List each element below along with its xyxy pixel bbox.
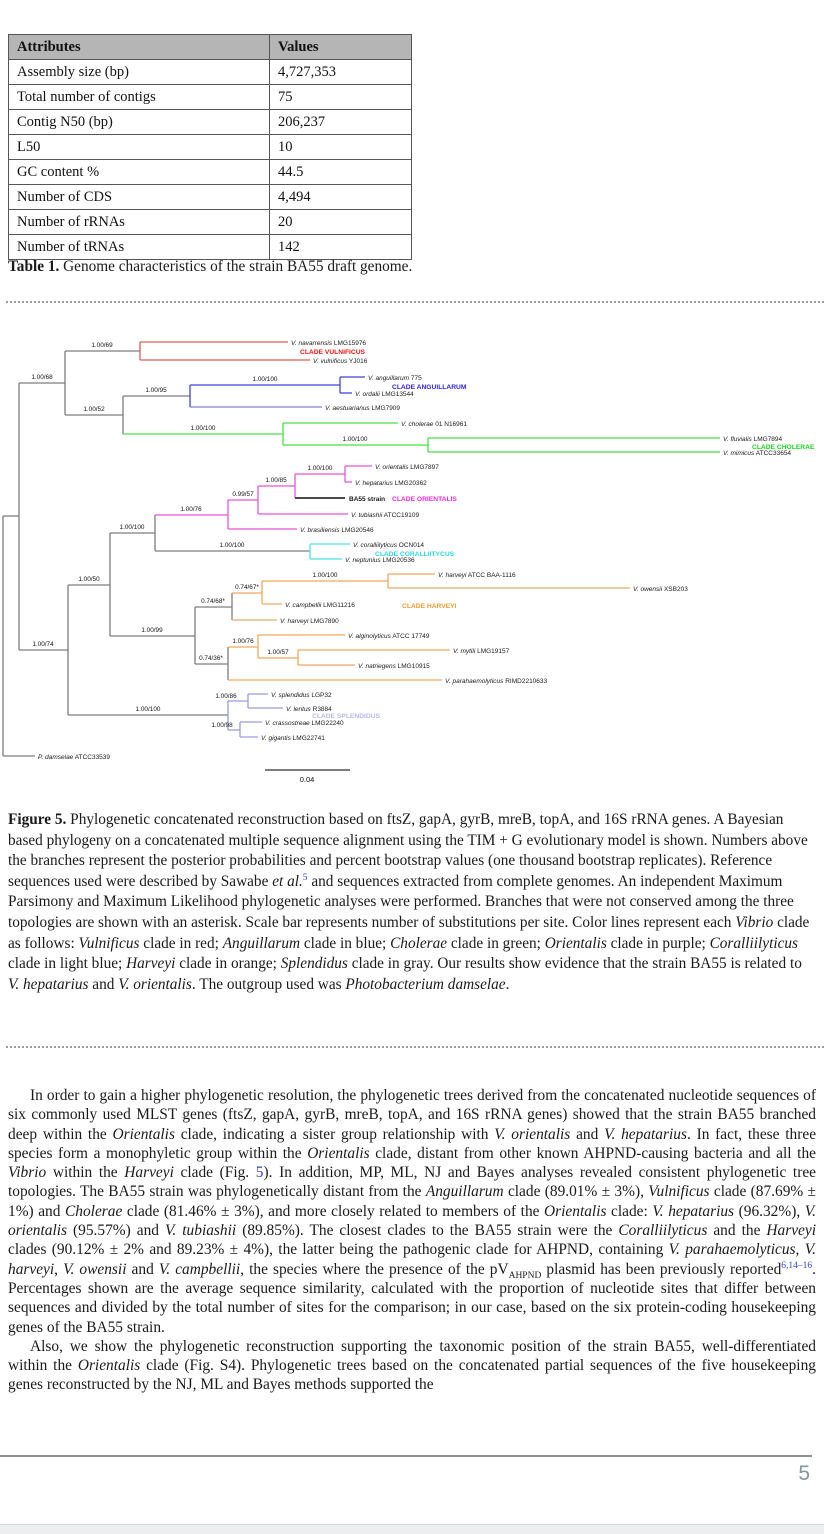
support-value-label: 1.00/100 [219, 542, 245, 549]
text-segment: AHPND [508, 1270, 542, 1281]
text-segment: , [54, 1260, 64, 1278]
table-row [9, 85, 412, 110]
text-segment: Table 1. [8, 258, 60, 275]
table-body [9, 60, 412, 260]
text-segment: clade (81.46% ± 3%), and more closely related to members of the [122, 1202, 545, 1220]
clade-label: CLADE ANGUILLARUM [392, 384, 467, 391]
text-segment: . Percentages shown are the average sequence similarity, calculated with the proportion of nucleotide sites that differ between sequences and divided by the total number of sites for the comparison; in our case, based on the six protein-coding housekeeping genes of the BA55 strain. [8, 1260, 816, 1336]
support-value-label: 1.00/52 [83, 406, 105, 413]
text-segment: Vulnificus [78, 934, 140, 952]
table-row [9, 160, 412, 185]
text-segment: Vulnificus [648, 1183, 710, 1201]
text-segment: . [505, 975, 510, 993]
table-header-row [9, 35, 412, 60]
support-value-label: 1.00/99 [141, 627, 163, 634]
support-value-label: 0.74/67* [235, 584, 259, 591]
text-segment: and [88, 975, 119, 993]
paragraph [8, 1086, 816, 1337]
table-cell: 75 [270, 85, 412, 110]
text-segment: and sequences extracted from complete genomes. An independent Maximum Parsimony and Maximum Likelihood phylogenetic analyses were performed. Branches that were not conserved among the three topologies are shown with an asterisk. Scale bar represents number of substitutions per site. Color lines represent each [8, 872, 794, 931]
dotted-divider-bottom [6, 1046, 824, 1048]
text-segment: Orientalis [77, 1357, 141, 1375]
text-segment: V. orientalis [494, 1125, 571, 1143]
taxon-label: V. hepatarius LMG20362 [355, 480, 427, 487]
support-value-label: 1.00/68 [31, 374, 53, 381]
table-caption [8, 258, 808, 276]
reference-link[interactable]: 5 [302, 872, 308, 883]
text-segment: , the species where the presence of the pV [240, 1260, 509, 1278]
text-segment: clade, distant from other known AHPND-causing bacteria and all the [369, 1144, 816, 1162]
text-segment: V. orientalis [118, 975, 192, 993]
table-row [9, 235, 412, 260]
text-segment: ). In addition, MP, ML, NJ and Bayes analyses revealed consistent phylogenetic tree topologies. The BA55 strain was phylogenetically distant from the [8, 1164, 816, 1201]
taxon-label: P. damselae ATCC33539 [38, 754, 111, 761]
taxon-label: V. anguillarum 775 [368, 375, 422, 382]
text-segment: V. harveyi [8, 1241, 816, 1278]
text-segment: V. hepatarius [8, 975, 89, 993]
support-value-label: 1.00/98 [211, 722, 233, 729]
text-segment: Orientalis [544, 934, 607, 952]
text-segment: V. hepatarius [652, 1202, 735, 1220]
support-value-label: 1.00/85 [265, 477, 287, 484]
table-cell: Number of tRNAs [9, 235, 270, 260]
taxon-label: V. parahaemolyticus RIMD2210633 [445, 678, 548, 685]
taxon-label: V. crassostreae LMG22240 [265, 720, 344, 727]
table-row [9, 210, 412, 235]
table-cell: L50 [9, 135, 270, 160]
text-segment: Phylogenetic concatenated reconstruction based on ftsZ, gapA, gyrB, mreB, topA, and 16S rRNA genes. A Bayesian based phylogeny on a concatenated multiple sequence alignment using the TIM + G evolutionary model is shown. Numbers above the branches represent the posterior probabilities and percent bootstrap values (one thousand bootstrap replicates). Reference sequences used were described by Sawabe [8, 811, 808, 890]
text-segment: In order to gain a higher phylogenetic resolution, the phylogenetic trees derived from the concatenated nucleotide sequences of six commonly used MLST genes (ftsZ, gapA, gyrB, mreB, topA, and 16S rRNA genes) showed that the strain BA55 branched deep within the [8, 1087, 816, 1143]
taxon-label: V. coralliilyticus OCN014 [353, 542, 425, 549]
table-cell: 44.5 [270, 160, 412, 185]
support-value-label: 1.00/86 [215, 693, 237, 700]
taxon-label: V. natriegens LMG10915 [358, 663, 430, 670]
support-value-label: 1.00/76 [232, 638, 254, 645]
support-value-label: 0.74/68* [201, 598, 225, 605]
text-segment: plasmid has been previously reported [541, 1260, 782, 1278]
taxon-label: V. tubiashii ATCC19109 [351, 512, 420, 519]
bottom-strip [0, 1524, 824, 1534]
body-text [8, 1086, 816, 1395]
support-value-label: 1.00/100 [135, 706, 161, 713]
taxon-label: V. fluvialis LMG7894 [723, 436, 783, 443]
text-segment: clade in orange; [175, 955, 281, 973]
text-segment: Coralliilyticus [709, 934, 798, 952]
support-value-label: 1.00/100 [342, 436, 368, 443]
text-segment: , [795, 1241, 805, 1259]
text-segment: Orientalis [307, 1144, 370, 1162]
table-row [9, 60, 412, 85]
text-segment: clade: [606, 1202, 653, 1220]
text-segment: clade (89.01% ± 3%), [503, 1183, 649, 1201]
table-cell: 20 [270, 210, 412, 235]
support-value-label: 1.00/74 [32, 641, 54, 648]
text-segment: and [126, 1260, 159, 1278]
taxon-label: V. cholerae 01 N16961 [401, 421, 468, 428]
text-segment: V. orientalis [8, 1202, 817, 1240]
text-segment: . The outgroup used was [191, 975, 346, 993]
taxon-label: V. neptunius LMG20536 [345, 557, 415, 564]
table-cell: 4,494 [270, 185, 412, 210]
text-segment: clade in gray. Our results show evidence that the strain BA55 is related to [347, 955, 802, 973]
text-segment: Vibrio [735, 913, 774, 931]
text-segment: Harveyi [126, 955, 176, 973]
text-segment: clade, indicating a sister group relationship with [174, 1125, 495, 1143]
clade-label: CLADE CHOLERAE [752, 444, 815, 451]
reference-link[interactable]: 5 [255, 1164, 264, 1182]
taxon-label: V. lentus R3884 [286, 706, 332, 713]
text-segment: and the [707, 1222, 767, 1240]
text-segment: et al. [272, 872, 303, 890]
text-segment: Vibrio [8, 1164, 47, 1182]
genome-characteristics-table [8, 34, 412, 260]
support-value-label: 1.00/100 [252, 376, 278, 383]
table-cell: Number of rRNAs [9, 210, 270, 235]
text-segment: clade in red; [139, 934, 223, 952]
footer-rule [0, 1455, 812, 1457]
taxon-label: V. orientalis LMG7897 [375, 464, 439, 471]
taxon-label: V. owensii XSB203 [633, 586, 688, 593]
taxon-label: V. vulnificus YJ016 [313, 358, 368, 365]
phylogenetic-tree-figure [0, 322, 824, 800]
support-value-label: 1.00/100 [119, 524, 145, 531]
table-cell: 142 [270, 235, 412, 260]
text-segment: clade in green; [447, 934, 545, 952]
table-header-cell: Values [270, 35, 412, 60]
scale-bar-label: 0.04 [299, 775, 315, 784]
text-segment: (96.32%), [734, 1202, 805, 1220]
text-segment: Genome characteristics of the strain BA55 draft genome. [59, 258, 413, 275]
table-cell: Contig N50 (bp) [9, 110, 270, 135]
support-value-label: 0.74/36* [199, 655, 223, 662]
clade-label: CLADE SPLENDIDUS [312, 713, 380, 720]
text-segment: Orientalis [544, 1202, 607, 1220]
table-row [9, 110, 412, 135]
taxon-label: V. campbellii LMG11216 [285, 602, 355, 609]
taxon-label: V. splendidus LGP32 [271, 692, 332, 699]
text-segment: Splendidus [280, 955, 348, 973]
support-value-label: 1.00/69 [91, 342, 113, 349]
text-segment: (89.85%). The closest clades to the BA55 strain were the [236, 1222, 619, 1240]
taxon-label: V. ordalii LMG13544 [355, 391, 414, 398]
table-cell: 206,237 [270, 110, 412, 135]
dotted-divider-top [6, 301, 824, 303]
table-cell: GC content % [9, 160, 270, 185]
text-segment: clade in blue; [300, 934, 391, 952]
text-segment: Coralliilyticus [618, 1222, 708, 1240]
text-segment: V. campbellii [158, 1260, 241, 1278]
taxon-label: V. aestuarianus LMG7909 [325, 405, 401, 412]
text-segment: Cholerae [390, 934, 448, 952]
taxon-label: V. navarrensis LMG15976 [291, 340, 367, 347]
support-value-label: 1.00/100 [312, 572, 338, 579]
text-segment: clade in light blue; [8, 955, 127, 973]
text-segment: clade as follows: [8, 913, 810, 952]
text-segment: clade (Fig. S4). Phylogenetic trees based on the concatenated partial sequences of the five housekeeping genes reconstructed by the NJ, ML and Bayes methods supported the [8, 1357, 816, 1394]
support-value-label: 1.00/50 [78, 576, 100, 583]
text-segment: clade in purple; [606, 934, 710, 952]
taxon-label: V. harveyi ATCC BAA-1116 [438, 572, 516, 579]
support-value-label: 1.00/76 [180, 506, 202, 513]
taxon-label: V. brasiliensis LMG20546 [300, 527, 374, 534]
clade-label: CLADE CORALLIITYCUS [375, 551, 455, 558]
text-segment: V. owensii [63, 1260, 127, 1278]
clade-label: CLADE HARVEYI [402, 603, 457, 610]
taxon-label: V. gigantis LMG22741 [261, 735, 325, 742]
clade-label: CLADE ORIENTALIS [392, 496, 457, 503]
clade-label: CLADE VULNIFICUS [300, 349, 366, 356]
support-value-label: 1.00/100 [190, 425, 216, 432]
text-segment: within the [46, 1164, 125, 1182]
text-segment: Harveyi [124, 1164, 174, 1182]
table-cell: Assembly size (bp) [9, 60, 270, 85]
paragraph [8, 1337, 816, 1395]
table-header-cell: Attributes [9, 35, 270, 60]
text-segment: Also, we show the phylogenetic reconstruction supporting the taxonomic position of the strain BA55, well-differentiated within the [8, 1337, 816, 1375]
table-cell: 4,727,353 [270, 60, 412, 85]
text-segment: (95.57%) and [67, 1222, 165, 1240]
table-row [9, 135, 412, 160]
table-cell: Number of CDS [9, 185, 270, 210]
text-segment: Anguillarum [425, 1183, 504, 1201]
text-segment: Orientalis [112, 1125, 175, 1143]
table-cell: 10 [270, 135, 412, 160]
text-segment: Harveyi [766, 1222, 816, 1240]
text-segment: clade (Fig. [173, 1164, 256, 1182]
support-value-label: 1.00/100 [307, 465, 333, 472]
table-row [9, 185, 412, 210]
support-value-label: 1.00/57 [267, 649, 289, 656]
taxon-label: V. harveyi LMG7890 [280, 618, 339, 625]
taxon-label: V. mimicus ATCC33654 [723, 450, 792, 457]
text-segment: Photobacterium damselae [345, 975, 506, 993]
taxon-label: BA55 strain [349, 496, 386, 503]
text-segment: Figure 5. [8, 811, 67, 828]
support-value-label: 1.00/95 [145, 387, 167, 394]
text-segment: V. tubiashii [165, 1222, 237, 1240]
text-segment: Anguillarum [222, 934, 301, 952]
text-segment: and [570, 1125, 605, 1143]
support-value-label: 0.99/57 [232, 491, 254, 498]
page-number: 5 [798, 1462, 810, 1485]
text-segment: clade (87.69% ± 1%) and [8, 1183, 817, 1220]
taxon-label: V. mytili LMG19157 [453, 648, 510, 655]
text-segment: . In fact, these three species form a monophyletic group within the [8, 1125, 817, 1162]
text-segment: Cholerae [65, 1202, 123, 1220]
taxon-label: V. alginolyticus ATCC 17749 [348, 633, 430, 640]
reference-link[interactable]: 6,14–16 [781, 1260, 813, 1271]
table-cell: Total number of contigs [9, 85, 270, 110]
text-segment: V. parahaemolyticus [668, 1241, 796, 1259]
text-segment: clades (90.12% ± 2% and 89.23% ± 4%), the latter being the pathogenic clade for AHPND, containing [8, 1241, 669, 1259]
text-segment: V. hepatarius [604, 1125, 687, 1143]
figure-caption [8, 810, 814, 995]
